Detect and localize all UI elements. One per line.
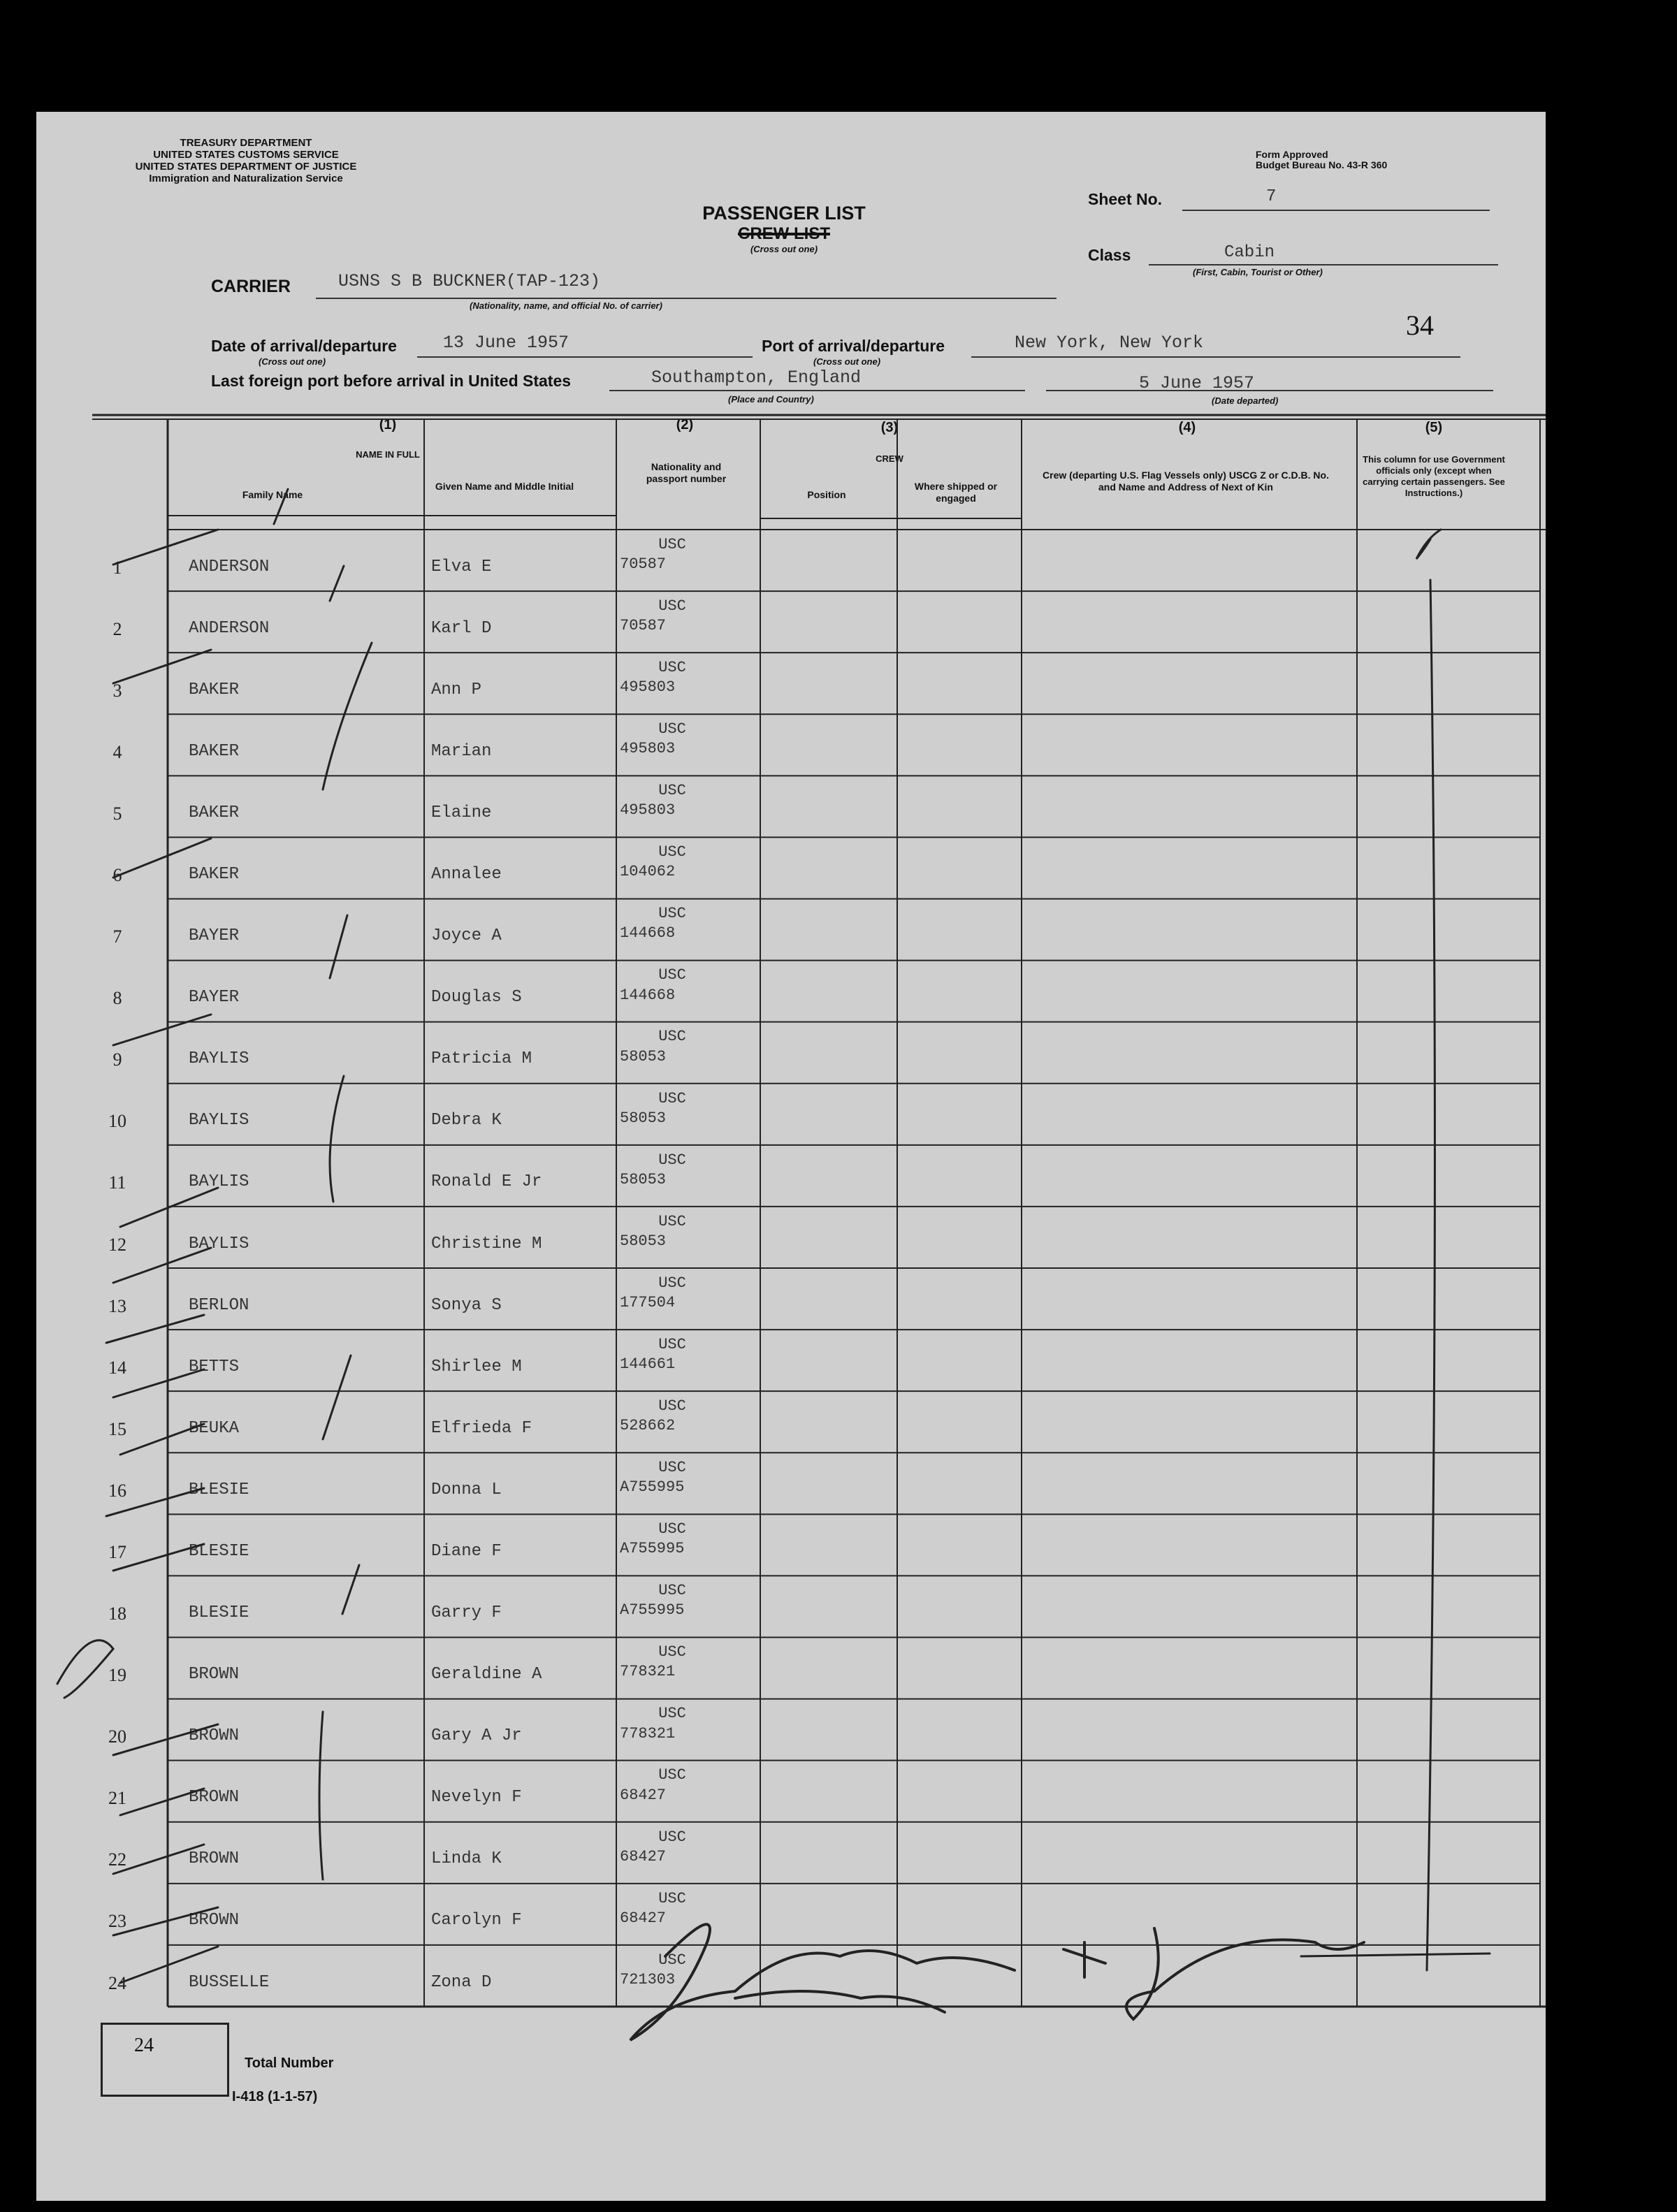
- row-number: 8: [112, 988, 122, 1009]
- position-header: Position: [807, 489, 846, 500]
- row-number: 9: [112, 1049, 122, 1070]
- nationality: USC: [658, 905, 686, 923]
- passport-number: 68427: [620, 1847, 667, 1865]
- family-name: BEUKA: [189, 1418, 240, 1438]
- col4-header: Crew (departing U.S. Flag Vessels only) USCG Z or C.D.B. No. and Name and Address of Next of Kin: [1043, 470, 1329, 493]
- signature: [630, 1924, 1364, 2040]
- family-name: BLESIE: [189, 1603, 249, 1623]
- agency-line: TREASURY DEPARTMENT: [180, 137, 312, 149]
- given-name: Carolyn F: [431, 1911, 522, 1930]
- nationality: USC: [658, 1951, 686, 1969]
- family-name: BUSSELLE: [189, 1972, 270, 1992]
- family-name: BAYER: [189, 988, 240, 1007]
- page-mark: 34: [1406, 310, 1434, 341]
- passport-number: 778321: [620, 1663, 676, 1681]
- family-name: BAKER: [189, 680, 240, 699]
- passport-number: 58053: [620, 1109, 667, 1127]
- given-name: Sonya S: [431, 1295, 502, 1315]
- given-name: Shirlee M: [431, 1357, 522, 1376]
- row-number: 16: [108, 1480, 126, 1501]
- given-name: Geraldine A: [431, 1665, 542, 1685]
- given-name: Garry F: [431, 1603, 502, 1623]
- total-value: 24: [134, 2035, 154, 2056]
- class-value: Cabin: [1224, 243, 1275, 262]
- family-name: BAKER: [189, 803, 240, 822]
- row-number: 18: [108, 1603, 126, 1624]
- given-name: Ann P: [431, 680, 482, 699]
- passport-number: 144668: [620, 986, 676, 1004]
- passport-number: 495803: [620, 801, 676, 820]
- nationality: USC: [658, 1705, 686, 1723]
- nationality: USC: [658, 782, 686, 800]
- nationality: USC: [658, 1520, 686, 1538]
- shipped-header: Where shipped or engaged: [914, 481, 998, 504]
- family-name: BROWN: [189, 1726, 240, 1746]
- departed-hint: (Date departed): [1212, 395, 1279, 406]
- passport-number: 68427: [620, 1909, 667, 1927]
- nationality: USC: [658, 535, 686, 553]
- passport-number: 144668: [620, 924, 676, 943]
- row-number: 13: [108, 1295, 126, 1316]
- row-number: 17: [108, 1541, 126, 1562]
- agency-line: Immigration and Naturalization Service: [149, 173, 343, 184]
- sheet-number: 7: [1266, 187, 1277, 206]
- column5-line: [1427, 580, 1435, 1970]
- given-name: Debra K: [431, 1111, 502, 1130]
- given-name: Elva E: [431, 557, 492, 576]
- form-approved-label: Form Approved: [1256, 149, 1328, 160]
- family-name: BAKER: [189, 865, 240, 885]
- nationality: USC: [658, 1889, 686, 1907]
- nationality: USC: [658, 843, 686, 861]
- family-name: BAYLIS: [189, 1049, 249, 1069]
- col1-number: (1): [379, 417, 397, 432]
- total-label: Total Number: [245, 2055, 334, 2071]
- agency-line: UNITED STATES CUSTOMS SERVICE: [153, 149, 339, 161]
- form-title: PASSENGER LIST: [702, 203, 866, 224]
- passport-number: 495803: [620, 678, 676, 697]
- family-name: BLESIE: [189, 1541, 249, 1561]
- family-name: BROWN: [189, 1849, 240, 1869]
- family-name: BROWN: [189, 1911, 240, 1930]
- row-number: 11: [108, 1172, 126, 1193]
- family-name: BETTS: [189, 1357, 240, 1376]
- given-name: Elfrieda F: [431, 1418, 532, 1438]
- given-name: Karl D: [431, 618, 492, 638]
- row-number: 19: [108, 1665, 126, 1686]
- nationality: USC: [658, 720, 686, 738]
- col3-number: (3): [880, 420, 899, 435]
- given-name: Ronald E Jr: [431, 1172, 542, 1192]
- departed-value: 5 June 1957: [1139, 373, 1255, 393]
- nationality: USC: [658, 966, 686, 984]
- col5-header: This column for use Government officials only (except when carrying certain passengers. See Instructions.): [1363, 454, 1505, 498]
- total-box: [101, 2023, 229, 2097]
- date-value: 13 June 1957: [443, 333, 569, 353]
- passport-number: 104062: [620, 863, 676, 881]
- row-number: 20: [108, 1726, 126, 1747]
- port-hint: (Cross out one): [813, 356, 881, 367]
- sheet-label: Sheet No.: [1088, 190, 1163, 208]
- nationality: USC: [658, 1274, 686, 1292]
- nationality: USC: [658, 658, 686, 676]
- row-number: 2: [112, 618, 122, 639]
- family-name: BROWN: [189, 1665, 240, 1685]
- agency-line: UNITED STATES DEPARTMENT OF JUSTICE: [135, 161, 357, 173]
- passport-number: 58053: [620, 1232, 667, 1250]
- passport-number: A755995: [620, 1478, 685, 1497]
- row-number: 22: [108, 1849, 126, 1870]
- carrier-value: USNS S B BUCKNER(TAP-123): [338, 271, 601, 291]
- row-number: 23: [108, 1911, 126, 1932]
- passport-number: 58053: [620, 1170, 667, 1188]
- row-number: 12: [108, 1234, 126, 1255]
- given-name: Elaine: [431, 803, 492, 822]
- nationality: USC: [658, 1335, 686, 1353]
- given-name: Patricia M: [431, 1049, 532, 1069]
- family-name: BAYLIS: [189, 1111, 249, 1130]
- date-label: Date of arrival/departure: [211, 337, 397, 355]
- row-number: 7: [112, 926, 122, 947]
- col4-number: (4): [1178, 420, 1196, 435]
- col2-number: (2): [676, 417, 694, 432]
- carrier-hint: (Nationality, name, and official No. of carrier): [470, 300, 662, 311]
- given-name: Zona D: [431, 1972, 492, 1992]
- row-number: 1: [112, 557, 122, 578]
- nationality: USC: [658, 1828, 686, 1846]
- family-name: BAYER: [189, 926, 240, 946]
- family-name: BAKER: [189, 741, 240, 761]
- row-number: 24: [108, 1972, 126, 1993]
- given-name-header: Given Name and Middle Initial: [435, 481, 574, 492]
- row-number: 10: [108, 1111, 126, 1132]
- class-label: Class: [1088, 246, 1131, 264]
- family-name: BERLON: [189, 1295, 249, 1315]
- passport-number: 70587: [620, 555, 667, 573]
- lastport-value: Southampton, England: [651, 368, 862, 388]
- family-name: BAYLIS: [189, 1172, 249, 1192]
- nationality: USC: [658, 1459, 686, 1477]
- row-number: 15: [108, 1418, 126, 1439]
- family-name: BAYLIS: [189, 1234, 249, 1253]
- passport-number: 721303: [620, 1970, 676, 1988]
- passport-number: A755995: [620, 1601, 685, 1620]
- port-value: New York, New York: [1015, 333, 1204, 353]
- passport-number: A755995: [620, 1540, 685, 1558]
- form-number: I-418 (1-1-57): [232, 2089, 318, 2104]
- given-name: Nevelyn F: [431, 1788, 522, 1807]
- given-name: Annalee: [431, 865, 502, 885]
- carrier-label: CARRIER: [211, 277, 291, 296]
- nationality: USC: [658, 1089, 686, 1107]
- nationality: USC: [658, 1028, 686, 1046]
- row-number: 6: [112, 865, 122, 886]
- row-number: 5: [112, 803, 122, 824]
- nationality: USC: [658, 1766, 686, 1784]
- row-number: 14: [108, 1357, 126, 1378]
- crew-header: CREW: [876, 453, 903, 464]
- passport-number: 177504: [620, 1293, 676, 1311]
- family-name: BLESIE: [189, 1480, 249, 1499]
- col5-number: (5): [1425, 420, 1443, 435]
- nationality: USC: [658, 1212, 686, 1230]
- crew-list-crossed: CREW LIST: [738, 224, 830, 243]
- nationality: USC: [658, 1643, 686, 1661]
- row-number: 4: [112, 741, 122, 762]
- given-name: Christine M: [431, 1234, 542, 1253]
- given-name: Linda K: [431, 1849, 502, 1869]
- family-name: ANDERSON: [189, 557, 270, 576]
- family-name-header: Family Name: [242, 489, 303, 500]
- row-number: 21: [108, 1788, 126, 1809]
- nationality: USC: [658, 1582, 686, 1600]
- given-name: Diane F: [431, 1541, 502, 1561]
- passport-number: 528662: [620, 1417, 676, 1435]
- date-hint: (Cross out one): [259, 356, 326, 367]
- handwritten-marks: [36, 112, 1546, 2201]
- lastport-hint: (Place and Country): [728, 394, 814, 405]
- given-name: Marian: [431, 741, 492, 761]
- nationality: USC: [658, 1151, 686, 1169]
- given-name: Joyce A: [431, 926, 502, 946]
- given-name: Donna L: [431, 1480, 502, 1499]
- passport-number: 68427: [620, 1786, 667, 1804]
- nationality: USC: [658, 1397, 686, 1415]
- row-number: 3: [112, 680, 122, 701]
- cross-out-hint: (Cross out one): [750, 244, 818, 254]
- passport-number: 70587: [620, 617, 667, 635]
- nationality-header: Nationality and passport number: [646, 461, 727, 484]
- checkmark: [1416, 530, 1441, 559]
- nationality: USC: [658, 597, 686, 615]
- budget-bureau-no: Budget Bureau No. 43-R 360: [1256, 159, 1388, 170]
- given-name: Gary A Jr: [431, 1726, 522, 1746]
- passport-number: 144661: [620, 1355, 676, 1374]
- lastport-label: Last foreign port before arrival in United States: [211, 372, 572, 390]
- family-name: ANDERSON: [189, 618, 270, 638]
- passport-number: 58053: [620, 1047, 667, 1065]
- port-label: Port of arrival/departure: [762, 337, 945, 355]
- passenger-list-form: [36, 112, 1546, 2201]
- col1-title: NAME IN FULL: [356, 449, 420, 460]
- passport-number: 778321: [620, 1724, 676, 1742]
- class-hint: (First, Cabin, Tourist or Other): [1193, 267, 1323, 277]
- given-name: Douglas S: [431, 988, 522, 1007]
- passport-number: 495803: [620, 740, 676, 758]
- family-name: BROWN: [189, 1788, 240, 1807]
